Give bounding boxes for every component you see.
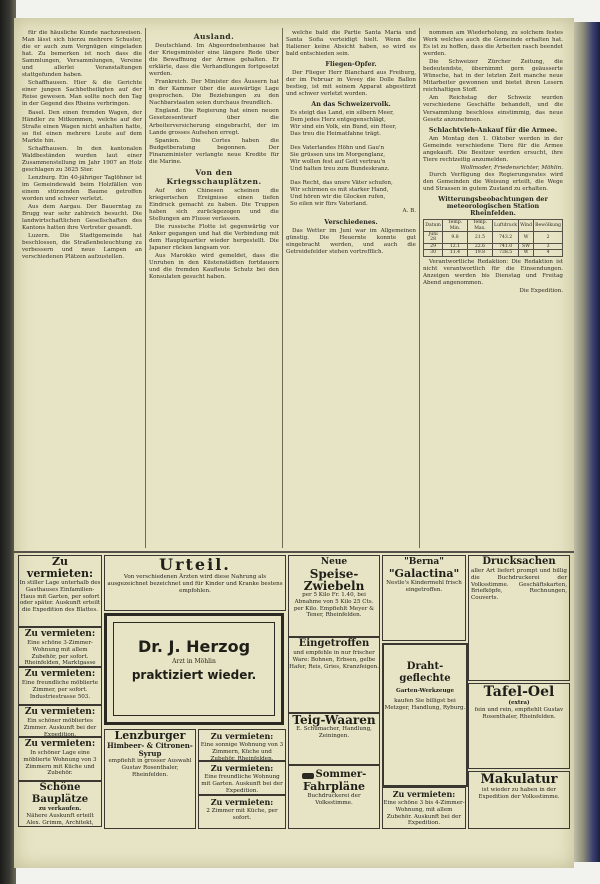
article-paragraph: Aus dem Aargau. Der Bauerntag zu Brugg war sehr zahlreich besucht. Die landwirtschaftlichen Gesellschaften des Kantons hatten ihre Vertreter gesandt.	[22, 204, 142, 232]
ad-title: Zu vermieten:	[210, 763, 274, 773]
column-divider	[145, 28, 146, 548]
article-paragraph: Spanien. Die Cortes haben die Budgetberatung begonnen. Der Finanzminister verlangte neue Kredite für die Marine.	[149, 137, 279, 165]
ad-title: Drucksachen	[482, 556, 556, 567]
ad-title: Draht-	[406, 661, 444, 672]
weather-cell: 9.8	[443, 231, 468, 243]
weather-header: Bewölkung	[534, 220, 563, 232]
ad-timetables	[288, 765, 380, 829]
weather-cell: 22.6	[467, 243, 492, 249]
article-paragraph: Aus Marokko wird gemeldet, dass die Unruhen in den Küstenstädten fortdauern und die fremden Kaufleute Schutz bei den Konsulaten gesucht haben.	[149, 253, 279, 281]
ad-baby-food	[382, 555, 466, 641]
ad-title: Tafel-Oel	[483, 684, 555, 700]
section-heading: Von den Kriegsschauplätzen.	[166, 167, 262, 186]
article-paragraph: England. Die Regierung hat einen neuen Gesetzesentwurf über die Arbeiterversicherung eingebracht, der im Lande grosses Aufsehen erregt.	[149, 108, 279, 136]
article-paragraph: welche bald die Partie Santa Maria und Santa Sofia verteidigt hielt. Wenn die Italiener keine Absicht haben, so wird es bald entschieden sein.	[286, 30, 416, 58]
ad-table-oil	[468, 683, 570, 769]
poem-line: Das treu die Heimatfahne trägt.	[290, 131, 381, 138]
article-paragraph: Der Flieger Herr Blanchard aus Freiburg, der im Februar in Vevey die Dolle Ballon bestieg, ist mit seinem Apparat abgestürzt und schwer verletzt worden.	[286, 70, 416, 98]
ad-flat-rent	[18, 627, 102, 667]
page-edge	[572, 22, 600, 862]
column-2	[149, 30, 279, 550]
column-divider	[282, 28, 283, 548]
ad-rent	[198, 729, 286, 761]
ad-flat-rent	[382, 787, 466, 829]
ad-text: In stiller Lage unterhalb des Gasthauses Einfamilien-Haus mit Garten, per sofort oder später. Auskunft erteilt die Expedition des Blattes.	[19, 580, 101, 614]
weather-row	[424, 231, 563, 243]
article-paragraph: Lenzburg. Ein 40-jähriger Taglöhner ist im Gemeindewald beim Holzfällen von einem stürzenden Baume getroffen worden und schwer verletzt.	[22, 174, 142, 203]
weather-cell: SW	[519, 243, 534, 249]
section-heading: Verschiedenes.	[324, 217, 378, 226]
ad-room-rent	[18, 705, 102, 737]
ad-text: fein und rein, empfiehlt Gustav Rosenthaler, Rheinfelden.	[474, 706, 564, 720]
weather-row	[424, 250, 563, 256]
ad-title: Zu vermieten:	[24, 739, 96, 749]
article-paragraph: Luzern. Die Stadtgemeinde hat beschlossen, die Straßenbeleuchtung zu verbessern und neue Lampen an verschiedenen Plätzen aufzustellen.	[22, 233, 142, 261]
ad-print-shop	[468, 555, 570, 681]
section-heading: Fliegen-Opfer.	[325, 60, 377, 69]
train-icon	[302, 773, 314, 779]
article-paragraph: für die häusliche Kunde nachzuweisen. Man lässt sich hierzu mehrere Schuster, die er auch zum Vergnügen eingeladen hat. Zu bemerken ist noch dass die Sammlungen, Versammlungen, Vereine und allerlei Veranstaltungen stattgefunden haben.	[22, 30, 142, 79]
weather-cell: 11.4	[443, 250, 468, 256]
ad-title: Zu vermieten:	[392, 789, 456, 799]
weather-cell: 741.0	[493, 243, 519, 249]
ad-subtitle: Garten-Werkzeuge	[395, 688, 455, 694]
article-paragraph: nommen am Wiederholung, zu solchem festes Werk welches auch die Gemeinde erhalten hat. Es ist zu hoffen, dass die Arbeiten rasch beendet werden.	[423, 30, 563, 58]
ad-doctor	[104, 613, 284, 725]
ad-title: Zu vermieten:	[24, 629, 96, 639]
poem-line: Des Vaterlandes Höhn und Gau'n	[290, 145, 385, 152]
ad-text: aller Art liefert prompt und billig die Buchdruckerei der Volksstimme. Geschäftskarten, Briefköpfe, Rechnungen, Couverts.	[471, 568, 567, 602]
weather-header: Datum	[424, 220, 443, 232]
section-heading: Ausland.	[193, 32, 235, 41]
column-3	[286, 30, 416, 550]
weather-cell: 738.5	[493, 250, 519, 256]
ad-title: Zu vermieten:	[24, 707, 96, 717]
ad-text: Nestle's Kindermehl frisch eingetroffen.	[386, 580, 462, 593]
weather-cell: 19.8	[467, 250, 492, 256]
poem-signature: A. B.	[402, 208, 416, 215]
article-paragraph: Die Schweizer Zürcher Zeitung, die bedeutendste, übernimmt gern geäusserte Wünsche, hat in der letzten Zeit manche neue Mitarbeiter gewonnen und bietet ihren Lesern reichhaltigen Stoff.	[423, 59, 563, 94]
weather-cell: 30	[424, 250, 443, 256]
poem-line: Es steigt das Land, ein silbern Meer,	[290, 110, 394, 117]
weather-cell: 2	[534, 231, 563, 243]
ad-building-plots	[18, 781, 102, 827]
ad-title: Urteil.	[159, 555, 231, 574]
weather-cell: 3	[534, 243, 563, 249]
poem-line: Dem jedes Herz entgegenschlägt,	[290, 117, 386, 124]
expedition-signature: Die Expedition.	[519, 287, 563, 294]
weather-cell: Juni 28	[424, 231, 443, 243]
ad-title: Zu vermieten:	[26, 555, 94, 580]
ad-subtitle: Himbeer- & Citronen-Syrup	[107, 741, 193, 758]
doctor-name: Dr. J. Herzog	[137, 637, 251, 656]
ad-title: Neue	[320, 557, 348, 567]
weather-header: Temp. Min.	[443, 220, 468, 232]
weather-header: Wind	[519, 220, 534, 232]
ad-pasta	[288, 713, 380, 765]
ad-rent	[198, 761, 286, 795]
weather-cell: 743.2	[493, 231, 519, 243]
ad-flat-rent	[18, 737, 102, 781]
ad-rent	[198, 795, 286, 829]
ad-text: In schöner Lage eine möblierte Wohnung von 3 Zimmern mit Küche und Zubehör.	[23, 750, 97, 777]
article-paragraph: Am Montag den 1. Oktober werden in der Gemeinde verschiedene Tiere für die Armee angekauft. Die Besitzer werden ersucht, ihre Tiere rechtzeitig anzumelden.	[423, 135, 563, 163]
poem-line: So eilen wir fürs Vaterland.	[290, 201, 368, 208]
poem	[286, 110, 416, 208]
ad-text: Von verschiedenen Ärzten wird diese Nahrung als ausgezeichnet bezeichnet und für Kinder und Kranke bestens empfohlen.	[107, 574, 283, 594]
article-paragraph: Die russische Flotte ist gegenwärtig vor Anker gegangen und hat die Verbindung mit dem Hauptquartier wieder hergestellt. Die Japaner rücken langsam vor.	[149, 224, 279, 252]
article-paragraph: Verantwortliche Redaktion: Die Redaktion ist nicht verantwortlich für die Einsendungen. Anzeigen werden bis Dienstag und Freitag Abend angenommen.	[423, 258, 563, 286]
poem-line: Wir wollen fest auf Gott vertrau'n	[290, 159, 386, 166]
ad-text: Ein schöner möbliertes Zimmer. Auskunft bei der Expedition.	[23, 718, 97, 737]
ad-text: Eine freundliche Wohnung mit Garten. Auskunft bei der Expedition.	[201, 774, 283, 794]
doctor-notice: praktiziert wieder.	[131, 667, 257, 682]
ad-text: Buchdruckerei der Volksstimme.	[307, 793, 361, 806]
ad-room-rent	[18, 667, 102, 705]
poem-title: An das Schweizervolk.	[311, 100, 391, 109]
article-paragraph: Basel. Den einen fremden Wagen, der Händler zu Mitkommen, welche auf der Straße einen Wagen nicht anhalten hatte, so fiel einen mehrere Leute auf dem Markte hin.	[22, 109, 142, 144]
article-paragraph: Das Wetter im Juni war im Allgemeinen günstig. Die Heuernte konnte gut eingebracht werden, und auch die Getreidefelder stehen vortrefflich.	[286, 227, 416, 255]
weather-cell: 29	[424, 243, 443, 249]
article-paragraph: Am Reichstag der Schweiz wurden verschiedene Geschäfte behandelt, und die Versammlung beschloss einstimmig, das neue Gesetz anzunehmen.	[423, 95, 563, 123]
poem-line: Das Recht, das unsre Väter schufen,	[290, 180, 393, 187]
poem-line: Wir sind ein Volk, ein Bund, ein Heer,	[290, 124, 397, 131]
ad-text: 2 Zimmer mit Küche, per sofort.	[206, 808, 278, 821]
weather-cell: 4	[534, 250, 563, 256]
ad-wire-mesh	[382, 643, 468, 787]
ad-text: Eine schöne 3-Zimmer-Wohnung mit allem Zubehör, per sofort. Rheinfelden, Marktgasse	[24, 640, 96, 667]
ad-title: Lenzburger	[114, 729, 186, 742]
ad-title: Zu vermieten:	[210, 797, 274, 807]
ad-waste-paper	[468, 771, 570, 829]
ad-title: Fahrpläne	[302, 780, 366, 793]
ad-title: Zu vermieten:	[24, 669, 96, 679]
ad-title: Sommer-	[315, 769, 367, 780]
signature: Wollmoder, Friedensrichter, Möhlin.	[460, 164, 563, 171]
poem-line	[286, 173, 416, 180]
weather-table	[423, 219, 563, 256]
ad-title: Schöne Bauplätze	[31, 782, 89, 805]
column-4	[423, 30, 563, 550]
column-divider	[419, 28, 420, 548]
weather-cell: W	[519, 250, 534, 256]
ad-text: ist wieder zu haben in der Expedition der Volksstimme.	[478, 787, 560, 800]
poem-line: Und halten treu zum Bundeskranz.	[290, 166, 390, 173]
article-paragraph: Durch Verfügung des Regierungsrates wird den Gemeinden die Weisung erteilt, die Wege und Strassen in gutem Zustand zu erhalten.	[423, 171, 563, 192]
ad-onions	[288, 555, 380, 637]
ad-title: Zu vermieten:	[210, 731, 274, 741]
ad-text: Eine schöne 3 bis 4-Zimmer-Wohnung, mit allem Zubehör. Auskunft bei der Expedition.	[383, 800, 465, 827]
ad-title: geflechte	[399, 673, 451, 684]
ad-text: E. Schumacher, Handlung, Zeiningen.	[296, 726, 372, 739]
ad-title: Eingetroffen	[298, 638, 370, 649]
ad-text: Eine sonnige Wohnung von 3 Zimmern, Küche und Zubehör. Rheinfelden.	[200, 742, 284, 761]
ad-text: Eine freundliche möblierte Zimmer, per sofort. Industriestrasse 503.	[21, 680, 99, 700]
ad-title: "Galactina"	[388, 567, 460, 580]
weather-header: Temp. Max.	[467, 220, 492, 232]
ad-subtitle: (extra)	[508, 700, 530, 706]
poem-line: Und hören wir die Glocken rufen,	[290, 194, 386, 201]
newspaper-page	[14, 18, 574, 868]
article-paragraph: Deutschland. Im Abgeordnetenhause hat der Kriegsminister eine längere Rede über die Bewaffnung der Armee gehalten. Er erklärte, dass die Verhandlungen fortgesetzt werden.	[149, 43, 279, 78]
ad-text: empfiehlt in grosser Auswahl Gustav Rosenthaler, Rheinfelden.	[108, 758, 192, 778]
ad-title: Makulatur	[480, 772, 558, 787]
ad-text: und empfehle in nur frischer Ware: Bohnen, Erbsen, gelbe Hafer, Reis, Gries, Kranzfeigen.	[289, 650, 379, 670]
column-1	[22, 30, 142, 550]
weather-cell: 21.5	[467, 231, 492, 243]
ad-groceries	[288, 637, 380, 713]
ad-house-rent	[18, 555, 102, 627]
weather-cell: 12.1	[443, 243, 468, 249]
article-paragraph: Schaffhausen. In den kantonalen Waldbeständen wurden laut einer Zusammenstellung im Jahr 1907 an Holz geschlagen zu 3625 Ster.	[22, 145, 142, 173]
weather-heading: Witterungsbeobachtungen der meteorologischen Station Rheinfelden.	[438, 195, 548, 218]
ad-title: Speise-Zwiebeln	[303, 567, 365, 593]
ad-text: Nähere Auskunft erteilt Alex. Grimm, Architekt,	[26, 812, 94, 826]
weather-cell: W	[519, 231, 534, 243]
ad-title: "Berna"	[404, 557, 444, 567]
ad-text: kaufen Sie billigst bei Metzger, Handlung, Ryburg.	[384, 697, 466, 711]
article-paragraph: Frankreich. Der Minister des Äussern hat in der Kammer über die auswärtige Lage gesprochen. Die Beziehungen zu den Nachbarstaaten seien durchaus freundlich.	[149, 79, 279, 107]
ad-title: Teig-Waaren	[292, 713, 376, 727]
article-paragraph: Auf den Chinesen scheinen die kriegerischen Ereignisse einen tiefen Eindruck gemacht zu haben. Die Truppen haben sich zurückgezogen und die Stellungen am Flusse verlassen.	[149, 187, 279, 222]
ad-subtitle: zu verkaufen.	[38, 806, 82, 812]
weather-header: Luftdruck	[493, 220, 519, 232]
poem-line: Wir schirmen es mit starker Hand,	[290, 187, 389, 194]
advertisements	[14, 553, 574, 868]
doctor-subtitle: Arzt in Möhlin	[172, 658, 216, 665]
poem-line	[286, 138, 416, 145]
ad-lenzburger-syrup	[104, 729, 196, 829]
ad-text: per 5 Kilo Fr. 1.40, bei Abnahme von 5 Kilo 25 Cts. per Kilo. Empfiehlt Meyer & Tener, Rheinfelden.	[293, 592, 375, 619]
section-heading: Schlachtvieh-Ankauf für die Armee.	[428, 125, 558, 134]
article-paragraph: Schaffhausen. Hier & die Gerichte einer jungen Sachbetheiligten auf der Reise gewesen. Man sollte noch den Tag in der Gegend des Rheins verbringen.	[22, 80, 142, 108]
poem-line: Sie grüssen uns im Morgenglanz,	[290, 152, 386, 159]
ad-urteil	[104, 555, 286, 611]
